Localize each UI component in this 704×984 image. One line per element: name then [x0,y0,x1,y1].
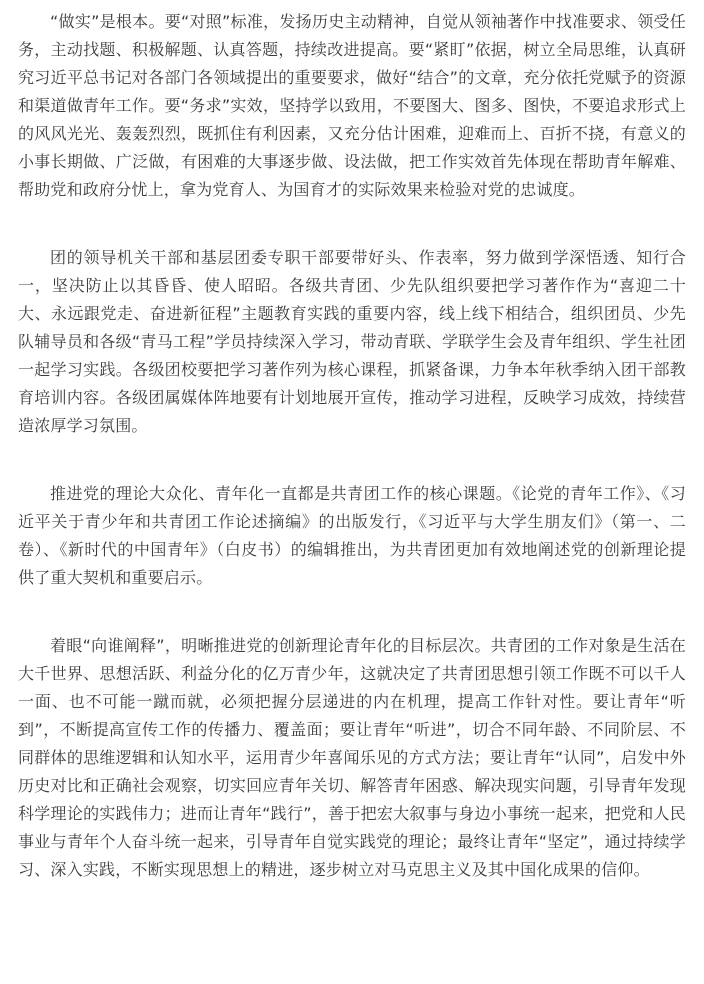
paragraph-target-levels: 着眼“向谁阐释”，明晰推进党的创新理论青年化的目标层次。共青团的工作对象是生活在大千世界、思想活跃、利益分化的亿万青少年，这就决定了共青团思想引领工作既不可以千人一面、也不可能一蹴而就，必须把握分层递进的内在机理，提高工作针对性。要让青年“听到”，不断提高宣传工作的传播力、覆盖面；要让青年“听进”，切合不同年龄、不同阶层、不同群体的思维逻辑和认知水平，运用青少年喜闻乐见的方式方法；要让青年“认同”，启发中外历史对比和正确社会观察，切实回应青年关切、解答青年困惑、解决现实问题，引导青年发现科学理论的实践伟力；进而让青年“践行”，善于把宏大叙事与身边小事统一起来，把党和人民事业与青年个人奋斗统一起来，引导青年自觉实践党的理论；最终让青年“坚定”，通过持续学习、深入实践，不断实现思想上的精进，逐步树立对马克思主义及其中国化成果的信仰。 [18,636,686,879]
paragraph-theory-popularization: 推进党的理论大众化、青年化一直都是共青团工作的核心课题。《论党的青年工作》、《习近平关于青少年和共青团工作论述摘编》的出版发行，《习近平与大学生朋友们》（第一、二卷）、《新时代的中国青年》（白皮书）的编辑推出，为共青团更加有效地阐述党的创新理论提供了重大契机和重要启示。 [18,484,686,587]
article-body [18,8,686,884]
paragraph-doing-solid-work: “做实”是根本。要“对照”标准，发扬历史主动精神，自觉从领袖著作中找准要求、领受任务，主动找题、积极解题、认真答题，持续改进提高。要“紧盯”依据，树立全局思维，认真研究习近平总书记对各部门各领域提出的重要要求，做好“结合”的文章，充分依托党赋予的资源和渠道做青年工作。要“务求”实效，坚持学以致用，不要图大、图多、图快，不要追求形式上的风风光光、轰轰烈烈，既抓住有利因素，又充分估计困难，迎难而上、百折不挠，有意义的小事长期做、广泛做，有困难的大事逐步做、设法做，把工作实效首先体现在帮助青年解难、帮助党和政府分忧上，拿为党育人、为国育才的实际效果来检验对党的忠诚度。 [18,12,686,199]
paragraph-cadres-lead: 团的领导机关干部和基层团委专职干部要带好头、作表率，努力做到学深悟透、知行合一，坚决防止以其昏昏、使人昭昭。各级共青团、少先队组织要把学习著作作为“喜迎二十大、永远跟党走、奋进新征程”主题教育实践的重要内容，线上线下相结合，组织团员、少先队辅导员和各级“青马工程”学员持续深入学习，带动青联、学联学生会及青年组织、学生社团一起学习实践。各级团校要把学习著作列为核心课程，抓紧备课，力争本年秋季纳入团干部教育培训内容。各级团属媒体阵地要有计划地展开宣传，推动学习进程，反映学习成效，持续营造浓厚学习氛围。 [18,248,686,435]
